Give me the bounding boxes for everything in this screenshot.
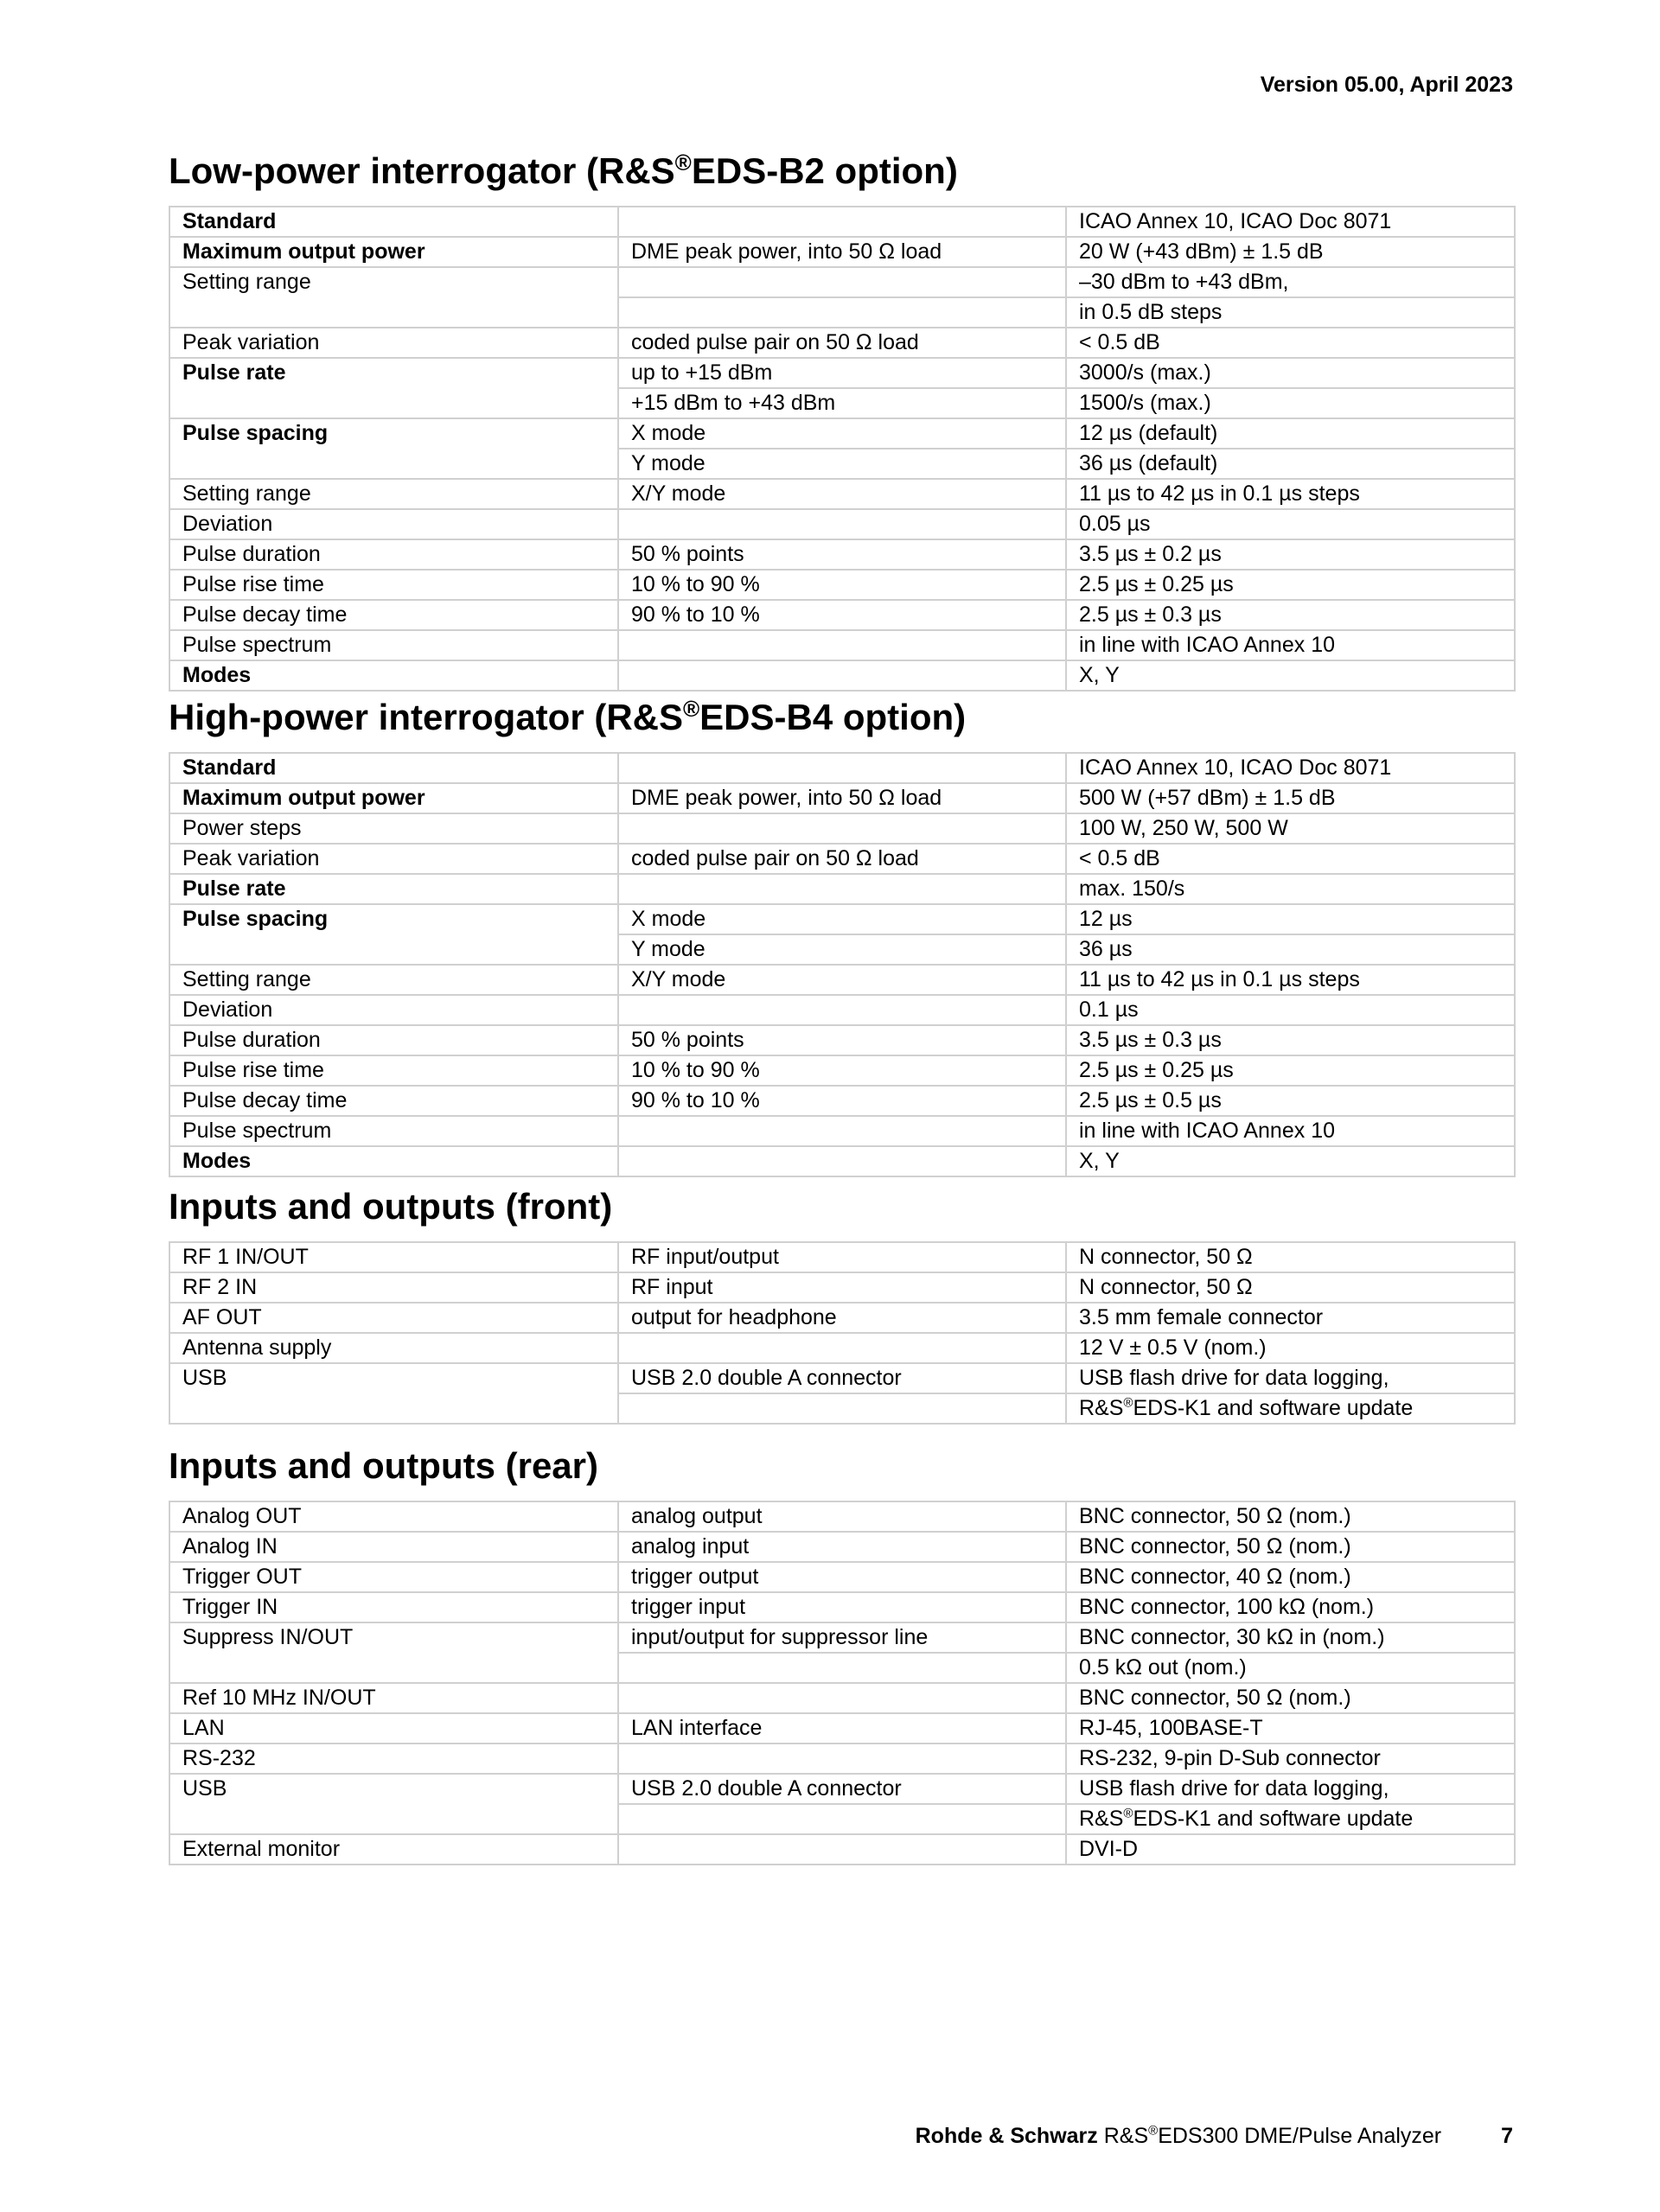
param-cell: RS-232 xyxy=(169,1743,618,1774)
condition-cell xyxy=(618,297,1066,328)
value-cell: BNC connector, 100 kΩ (nom.) xyxy=(1066,1592,1515,1622)
condition-cell: X/Y mode xyxy=(618,965,1066,995)
value-cell: BNC connector, 50 Ω (nom.) xyxy=(1066,1532,1515,1562)
value-cell: 11 µs to 42 µs in 0.1 µs steps xyxy=(1066,479,1515,509)
value-cell: < 0.5 dB xyxy=(1066,328,1515,358)
value-cell: R&S®EDS-K1 and software update xyxy=(1066,1393,1515,1424)
condition-cell xyxy=(618,1834,1066,1865)
value-cell: BNC connector, 50 Ω (nom.) xyxy=(1066,1683,1515,1713)
param-cell: Setting range xyxy=(169,479,618,509)
condition-cell: input/output for suppressor line xyxy=(618,1622,1066,1653)
table-row xyxy=(169,1116,1515,1146)
value-cell: 3.5 mm female connector xyxy=(1066,1303,1515,1333)
section-title: Inputs and outputs (rear) xyxy=(169,1445,598,1486)
param-cell xyxy=(169,934,618,965)
condition-cell: Y mode xyxy=(618,934,1066,965)
table-row xyxy=(169,1055,1515,1086)
value-cell: USB flash drive for data logging, xyxy=(1066,1363,1515,1393)
section-title: Low-power interrogator (R&S®EDS-B2 option) xyxy=(169,150,958,191)
table-row xyxy=(169,1804,1515,1834)
condition-cell: X mode xyxy=(618,904,1066,934)
value-cell: N connector, 50 Ω xyxy=(1066,1272,1515,1303)
table-row xyxy=(169,1272,1515,1303)
param-cell: RF 1 IN/OUT xyxy=(169,1242,618,1272)
condition-cell: up to +15 dBm xyxy=(618,358,1066,388)
param-cell: LAN xyxy=(169,1713,618,1743)
table-row xyxy=(169,874,1515,904)
param-cell: USB xyxy=(169,1363,618,1393)
param-cell: RF 2 IN xyxy=(169,1272,618,1303)
condition-cell xyxy=(618,630,1066,660)
table-row xyxy=(169,237,1515,267)
condition-cell xyxy=(618,1146,1066,1176)
table-row xyxy=(169,1242,1515,1272)
table-row xyxy=(169,509,1515,539)
table-row xyxy=(169,1393,1515,1424)
param-cell: Standard xyxy=(169,753,618,783)
value-cell: < 0.5 dB xyxy=(1066,844,1515,874)
value-cell: RJ-45, 100BASE-T xyxy=(1066,1713,1515,1743)
table-row xyxy=(169,844,1515,874)
table-row xyxy=(169,813,1515,844)
value-cell: in line with ICAO Annex 10 xyxy=(1066,630,1515,660)
table-row xyxy=(169,630,1515,660)
value-cell: in line with ICAO Annex 10 xyxy=(1066,1116,1515,1146)
spec-table-high-power xyxy=(169,752,1516,1177)
value-cell: 500 W (+57 dBm) ± 1.5 dB xyxy=(1066,783,1515,813)
value-cell: 0.05 µs xyxy=(1066,509,1515,539)
value-cell: 3000/s (max.) xyxy=(1066,358,1515,388)
value-cell: X, Y xyxy=(1066,1146,1515,1176)
table-row xyxy=(169,1713,1515,1743)
value-cell: –30 dBm to +43 dBm, xyxy=(1066,267,1515,297)
param-cell: Pulse spectrum xyxy=(169,1116,618,1146)
table-row xyxy=(169,1532,1515,1562)
value-cell: 12 µs (default) xyxy=(1066,418,1515,449)
table-row xyxy=(169,1592,1515,1622)
param-cell: Ref 10 MHz IN/OUT xyxy=(169,1683,618,1713)
page-number: 7 xyxy=(1501,2124,1513,2148)
param-cell: Pulse decay time xyxy=(169,1086,618,1116)
section-inputs-outputs-front xyxy=(169,1184,1514,1425)
condition-cell xyxy=(618,1116,1066,1146)
value-cell: R&S®EDS-K1 and software update xyxy=(1066,1804,1515,1834)
page-footer xyxy=(916,2124,1513,2149)
condition-cell: DME peak power, into 50 Ω load xyxy=(618,237,1066,267)
value-cell: BNC connector, 30 kΩ in (nom.) xyxy=(1066,1622,1515,1653)
table-row xyxy=(169,1363,1515,1393)
condition-cell: RF input/output xyxy=(618,1242,1066,1272)
condition-cell: 10 % to 90 % xyxy=(618,570,1066,600)
condition-cell: 90 % to 10 % xyxy=(618,600,1066,630)
condition-cell xyxy=(618,1804,1066,1834)
value-cell: 0.5 kΩ out (nom.) xyxy=(1066,1653,1515,1683)
value-cell: 2.5 µs ± 0.25 µs xyxy=(1066,1055,1515,1086)
table-row xyxy=(169,539,1515,570)
table-row xyxy=(169,207,1515,237)
table-row xyxy=(169,1834,1515,1865)
value-cell: 12 µs xyxy=(1066,904,1515,934)
value-cell: 2.5 µs ± 0.25 µs xyxy=(1066,570,1515,600)
table-row xyxy=(169,1562,1515,1592)
value-cell: X, Y xyxy=(1066,660,1515,691)
condition-cell: analog input xyxy=(618,1532,1066,1562)
spec-table-low-power xyxy=(169,206,1516,692)
param-cell: Power steps xyxy=(169,813,618,844)
spec-table-io-rear xyxy=(169,1501,1516,1865)
value-cell: N connector, 50 Ω xyxy=(1066,1242,1515,1272)
table-row xyxy=(169,1146,1515,1176)
param-cell: Maximum output power xyxy=(169,783,618,813)
section-title: High-power interrogator (R&S®EDS-B4 option) xyxy=(169,696,967,737)
table-row xyxy=(169,995,1515,1025)
value-cell: 20 W (+43 dBm) ± 1.5 dB xyxy=(1066,237,1515,267)
table-row xyxy=(169,1303,1515,1333)
footer-brand: Rohde & Schwarz xyxy=(915,2124,1098,2148)
condition-cell xyxy=(618,753,1066,783)
section-low-power-interrogator xyxy=(169,149,1514,692)
condition-cell: coded pulse pair on 50 Ω load xyxy=(618,844,1066,874)
param-cell: Standard xyxy=(169,207,618,237)
param-cell: Trigger IN xyxy=(169,1592,618,1622)
value-cell: 3.5 µs ± 0.2 µs xyxy=(1066,539,1515,570)
param-cell xyxy=(169,449,618,479)
condition-cell: USB 2.0 double A connector xyxy=(618,1774,1066,1804)
value-cell: 0.1 µs xyxy=(1066,995,1515,1025)
table-row xyxy=(169,1086,1515,1116)
condition-cell: output for headphone xyxy=(618,1303,1066,1333)
condition-cell: USB 2.0 double A connector xyxy=(618,1363,1066,1393)
condition-cell: RF input xyxy=(618,1272,1066,1303)
value-cell: 3.5 µs ± 0.3 µs xyxy=(1066,1025,1515,1055)
condition-cell: X/Y mode xyxy=(618,479,1066,509)
spec-table-io-front xyxy=(169,1241,1516,1425)
value-cell: RS-232, 9-pin D-Sub connector xyxy=(1066,1743,1515,1774)
param-cell: Peak variation xyxy=(169,844,618,874)
param-cell: AF OUT xyxy=(169,1303,618,1333)
param-cell xyxy=(169,297,618,328)
condition-cell: trigger input xyxy=(618,1592,1066,1622)
table-row xyxy=(169,753,1515,783)
param-cell: Suppress IN/OUT xyxy=(169,1622,618,1653)
param-cell: External monitor xyxy=(169,1834,618,1865)
value-cell: 36 µs (default) xyxy=(1066,449,1515,479)
value-cell: 2.5 µs ± 0.5 µs xyxy=(1066,1086,1515,1116)
table-row xyxy=(169,388,1515,418)
param-cell: Pulse spectrum xyxy=(169,630,618,660)
value-cell: USB flash drive for data logging, xyxy=(1066,1774,1515,1804)
table-row xyxy=(169,1743,1515,1774)
value-cell: 36 µs xyxy=(1066,934,1515,965)
value-cell: BNC connector, 40 Ω (nom.) xyxy=(1066,1562,1515,1592)
param-cell: Pulse duration xyxy=(169,539,618,570)
table-row xyxy=(169,358,1515,388)
param-cell: Pulse rate xyxy=(169,874,618,904)
document-version: Version 05.00, April 2023 xyxy=(1260,73,1513,97)
table-row xyxy=(169,328,1515,358)
table-row xyxy=(169,965,1515,995)
table-row xyxy=(169,600,1515,630)
section-title: Inputs and outputs (front) xyxy=(169,1186,613,1227)
value-cell: 100 W, 250 W, 500 W xyxy=(1066,813,1515,844)
table-row xyxy=(169,1653,1515,1683)
condition-cell xyxy=(618,874,1066,904)
table-row xyxy=(169,570,1515,600)
condition-cell: 10 % to 90 % xyxy=(618,1055,1066,1086)
condition-cell xyxy=(618,207,1066,237)
param-cell xyxy=(169,1804,618,1834)
param-cell: Analog IN xyxy=(169,1532,618,1562)
value-cell: ICAO Annex 10, ICAO Doc 8071 xyxy=(1066,753,1515,783)
param-cell: Deviation xyxy=(169,995,618,1025)
param-cell: Setting range xyxy=(169,965,618,995)
condition-cell: 90 % to 10 % xyxy=(618,1086,1066,1116)
table-row xyxy=(169,904,1515,934)
condition-cell xyxy=(618,1393,1066,1424)
condition-cell xyxy=(618,1333,1066,1363)
condition-cell: coded pulse pair on 50 Ω load xyxy=(618,328,1066,358)
table-row xyxy=(169,1622,1515,1653)
param-cell: Pulse decay time xyxy=(169,600,618,630)
value-cell: 12 V ± 0.5 V (nom.) xyxy=(1066,1333,1515,1363)
value-cell: ICAO Annex 10, ICAO Doc 8071 xyxy=(1066,207,1515,237)
table-row xyxy=(169,1501,1515,1532)
param-cell: Maximum output power xyxy=(169,237,618,267)
param-cell: Antenna supply xyxy=(169,1333,618,1363)
section-high-power-interrogator xyxy=(169,695,1514,1177)
param-cell: Pulse duration xyxy=(169,1025,618,1055)
param-cell: Modes xyxy=(169,660,618,691)
table-row xyxy=(169,267,1515,297)
param-cell: Modes xyxy=(169,1146,618,1176)
table-row xyxy=(169,297,1515,328)
footer-product: R&S®EDS300 DME/Pulse Analyzer xyxy=(1103,2123,1442,2148)
condition-cell xyxy=(618,813,1066,844)
condition-cell: DME peak power, into 50 Ω load xyxy=(618,783,1066,813)
param-cell: Setting range xyxy=(169,267,618,297)
table-row xyxy=(169,418,1515,449)
condition-cell: analog output xyxy=(618,1501,1066,1532)
param-cell: Pulse rise time xyxy=(169,1055,618,1086)
condition-cell xyxy=(618,995,1066,1025)
param-cell: Pulse rate xyxy=(169,358,618,388)
table-row xyxy=(169,1683,1515,1713)
value-cell: BNC connector, 50 Ω (nom.) xyxy=(1066,1501,1515,1532)
table-row xyxy=(169,1774,1515,1804)
value-cell: DVI-D xyxy=(1066,1834,1515,1865)
condition-cell: +15 dBm to +43 dBm xyxy=(618,388,1066,418)
param-cell: Peak variation xyxy=(169,328,618,358)
table-row xyxy=(169,479,1515,509)
condition-cell: X mode xyxy=(618,418,1066,449)
table-row xyxy=(169,449,1515,479)
param-cell: Pulse spacing xyxy=(169,418,618,449)
param-cell: Deviation xyxy=(169,509,618,539)
condition-cell xyxy=(618,660,1066,691)
table-row xyxy=(169,934,1515,965)
condition-cell xyxy=(618,1653,1066,1683)
condition-cell: Y mode xyxy=(618,449,1066,479)
condition-cell: LAN interface xyxy=(618,1713,1066,1743)
value-cell: 2.5 µs ± 0.3 µs xyxy=(1066,600,1515,630)
table-row xyxy=(169,1025,1515,1055)
param-cell xyxy=(169,1653,618,1683)
condition-cell: 50 % points xyxy=(618,1025,1066,1055)
param-cell: Trigger OUT xyxy=(169,1562,618,1592)
param-cell xyxy=(169,388,618,418)
condition-cell xyxy=(618,1743,1066,1774)
table-row xyxy=(169,1333,1515,1363)
param-cell: Analog OUT xyxy=(169,1501,618,1532)
table-row xyxy=(169,660,1515,691)
condition-cell: 50 % points xyxy=(618,539,1066,570)
condition-cell xyxy=(618,267,1066,297)
value-cell: in 0.5 dB steps xyxy=(1066,297,1515,328)
param-cell xyxy=(169,1393,618,1424)
condition-cell xyxy=(618,509,1066,539)
param-cell: Pulse rise time xyxy=(169,570,618,600)
value-cell: 1500/s (max.) xyxy=(1066,388,1515,418)
condition-cell: trigger output xyxy=(618,1562,1066,1592)
param-cell: Pulse spacing xyxy=(169,904,618,934)
value-cell: max. 150/s xyxy=(1066,874,1515,904)
table-row xyxy=(169,783,1515,813)
value-cell: 11 µs to 42 µs in 0.1 µs steps xyxy=(1066,965,1515,995)
section-inputs-outputs-rear xyxy=(169,1444,1514,1865)
param-cell: USB xyxy=(169,1774,618,1804)
condition-cell xyxy=(618,1683,1066,1713)
